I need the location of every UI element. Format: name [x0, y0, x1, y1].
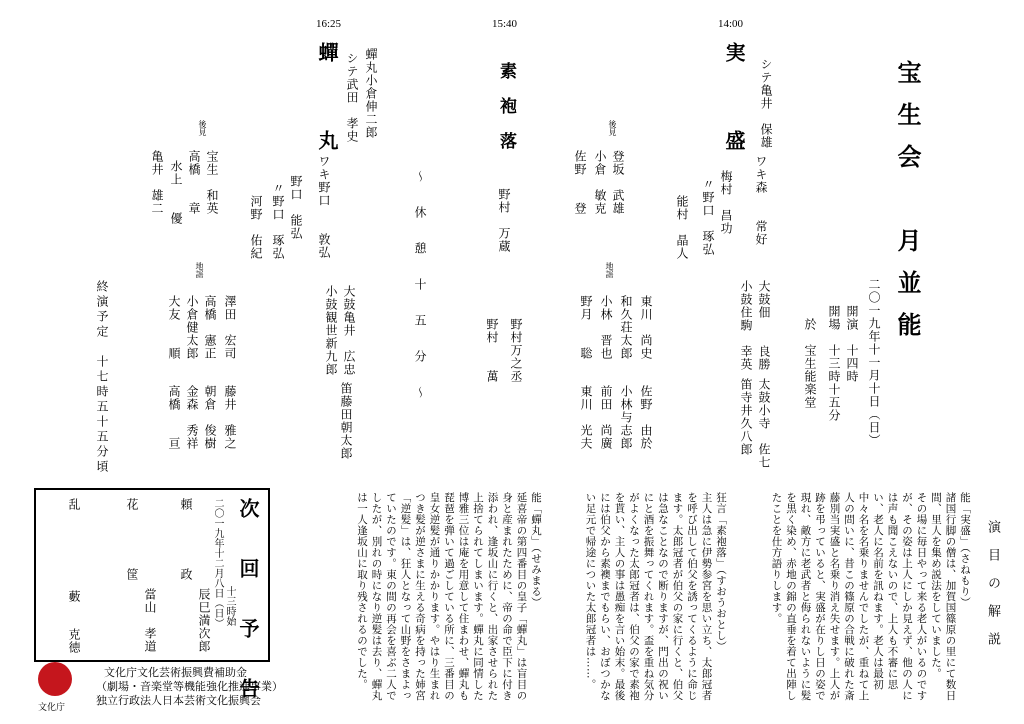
semimaru-heading: 能「蟬丸」（せみまる） — [530, 492, 542, 608]
jiutai-3b: 高橋 憲正 — [203, 295, 217, 360]
jiutai-3h: 高橋 亘 — [167, 385, 181, 450]
hayashi-1a: 大鼓佃 良勝 — [757, 280, 771, 371]
next-play-3: 乱 — [67, 498, 81, 511]
play-title-2: 素袍落 — [496, 62, 516, 167]
koken-1a: 登坂 武雄 — [611, 150, 625, 215]
jiutai-1a: 東川 尚史 — [639, 295, 653, 360]
jiutai-label-3: 地謡 — [195, 262, 204, 278]
jiutai-3e: 藤井 雅之 — [223, 385, 237, 450]
ai-3: 河野 佑紀 — [249, 195, 263, 260]
bunkacho-logo — [38, 662, 72, 696]
jiutai-1f: 小林与志郎 — [619, 385, 633, 450]
explanation-heading: 演 目 の 解 説 — [985, 520, 1000, 646]
next-play-3b: 藪 — [67, 590, 81, 603]
jiutai-1e: 佐野 由於 — [639, 385, 653, 450]
wakizure-1a: 梅村 昌功 — [719, 170, 733, 235]
hayashi-1d: 笛寺井久八郎 — [739, 378, 753, 456]
time-slot-2: 15:40 — [492, 18, 518, 30]
shite-3: シテ武田 孝史 — [345, 52, 359, 143]
suoootoshi-heading: 狂言「素袍落」（すおうおとし） — [715, 492, 727, 652]
venue: 於 宝生能楽堂 — [803, 318, 817, 409]
jiutai-label-1: 地謡 — [605, 262, 614, 278]
koken-3d: 亀井 雄二 — [150, 150, 164, 215]
next-play-2: 花 — [125, 498, 139, 511]
end-time: 終演予定 十七時五十五分頃 — [95, 280, 109, 475]
shite-2: 野村 万蔵 — [497, 188, 511, 253]
suoootoshi-body: 主人は急に伊勢参宮を思い立ち、太郎冠者を呼び出して伯父を誘ってくるように命じます。太郎冠者が伯父の家に行くと、伯父は急なことなので断りますが、門出の祝いにと酒を振舞ってくれます。盃を重ね気分がよくなった太郎冠者は、伯父の家で素袍を貰い、主人の事は愚痴を言い始末。最後には伯父から素襖までもらい、おぼつかない足元で帰途についた太郎冠者は……。 — [584, 492, 713, 701]
wakizure-1b: 〃野口 琢弘 — [701, 178, 715, 256]
hayashi-1c: 太鼓小寺 佐七 — [757, 378, 771, 469]
next-play-2b: 筐 — [125, 568, 139, 581]
jiutai-1h: 東川 光夫 — [579, 385, 593, 450]
waki-1: ワキ森 常好 — [754, 155, 768, 246]
semimaru-body: 延喜帝の第四番目の皇子「蟬丸」は盲目の身と産まれたために、帝の命で臣下に付き添われ、逢坂山に行くと、出家させられた上捨てられてしまいます。蟬丸に同情した博雅三位は庵を用意して住まわせ、蟬丸も琵琶を弾いて過ごしている所に、三番目の皇女逆髪が通りかかります。やはり生まれつき髪が逆さまに生える奇病を持った姉宮「逆髪」は、狂人となって山野をさまよっていたのです。東の間の再会を喜ぶ二人でしたが、別れの時になり逆髪は去り、蟬丸は一人逢坂山に取り残されるのでした。 — [356, 492, 528, 701]
koken-label-3: 後見 — [198, 120, 207, 136]
jiutai-3a: 澤田 宏司 — [223, 295, 237, 360]
koken-3a: 宝生 和英 — [205, 150, 219, 215]
time-slot-3: 16:25 — [316, 18, 342, 30]
suoootoshi-explanation — [558, 492, 728, 710]
wakizure-3a: 野口 能弘 — [289, 175, 303, 240]
sanemori-body-2: その場に毎日やって来る老人がいるのですが、その姿は上人にしか見えず、他の人には声も聞こえないので、上人も不審に思い、老人に名前を訊ねます。老人は最初中々名を名乗りませんでしたが、重ねて上人の問いに、昔この篠原の合戦に破れた斎藤別当実盛と名乗り消え失せます。上人が跡を弔っていると、実盛が在りし日の姿で現れ、敵方に老武者と侮られないように髪を黒く染め、赤地の錦の直垂を着て出陣したことを仕方語りします。 — [770, 492, 928, 701]
play-title-1: 実 盛 — [722, 42, 746, 174]
sponsor-line-3: 独立行政法人日本芸術文化振興会 — [96, 695, 261, 707]
jiutai-1d: 野月 聡 — [579, 295, 593, 360]
koken-3c: 水上 優 — [169, 160, 183, 225]
shite-1: シテ亀井 保雄 — [759, 58, 773, 149]
tsure-3: 蟬丸小倉伸二郎 — [364, 48, 378, 139]
koken-1c: 佐野 登 — [573, 150, 587, 215]
jiutai-1g: 前田 尚廣 — [599, 385, 613, 450]
bunkacho-logo-text: 文化庁 — [38, 702, 66, 712]
jiutai-3c: 小倉健太郎 — [185, 295, 199, 360]
ado-2b: 野村 萬 — [485, 318, 499, 383]
next-shite-2: 當山 孝道 — [143, 588, 157, 653]
time-slot-1: 14:00 — [718, 18, 744, 30]
waki-3: ワキ野口 敦弘 — [317, 155, 331, 259]
koken-label-1: 後見 — [608, 120, 617, 136]
sanemori-body: 諸国行脚の僧は、加賀国篠原の里にて数日間、里人を集め説法をしていました。 — [930, 492, 957, 701]
next-program-heading: 次 回 予 告 — [236, 498, 260, 708]
door-time: 開場 十三時十五分 — [827, 305, 841, 422]
jiutai-1b: 和久荘太郎 — [619, 295, 633, 360]
jiutai-1c: 小林 晋也 — [599, 295, 613, 360]
jiutai-3d: 大友 順 — [167, 295, 181, 360]
koken-3b: 高橋 章 — [187, 150, 201, 215]
next-play-1: 頼 — [179, 498, 193, 511]
ado-2a: 野村万之丞 — [509, 318, 523, 383]
hayashi-3c: 笛藤田朝太郎 — [339, 382, 353, 460]
sanemori-explanation — [740, 492, 972, 710]
page-title: 宝生会 月並能 — [893, 60, 922, 354]
semimaru-explanation — [303, 492, 543, 710]
hayashi-3a: 大鼓亀井 広忠 — [342, 285, 356, 376]
sanemori-heading: 能「実盛」（さねもり） — [959, 492, 971, 608]
next-play-1b: 政 — [179, 568, 193, 581]
open-time: 開演 十四時 — [845, 305, 859, 383]
sponsor-line-1: 文化庁文化芸術振興費補助金 — [104, 667, 247, 679]
hayashi-3b: 小鼓観世新九郎 — [324, 285, 338, 376]
next-program-date: 二〇一九年十二月八日（日） — [212, 498, 223, 628]
intermission: 〜 休 憩 十 五 分 〜 — [413, 170, 427, 404]
jiutai-3f: 朝倉 俊樹 — [203, 385, 217, 450]
next-program-time: 十三時始 — [224, 586, 235, 626]
jiutai-3g: 金森 秀祥 — [185, 385, 199, 450]
next-shite-1: 辰巳満次郎 — [197, 588, 211, 653]
next-shite-3: 克徳 — [67, 628, 81, 654]
sponsor-line-2: （劇場・音楽堂等機能強化推進事業） — [96, 681, 283, 693]
play-title-3: 蟬 丸 — [315, 42, 339, 174]
ai-1: 能村 晶人 — [675, 195, 689, 260]
hayashi-1b: 小鼓住駒 幸英 — [739, 280, 753, 371]
koken-1b: 小倉 敏克 — [593, 150, 607, 215]
wakizure-3b: 〃野口 琢弘 — [271, 182, 285, 260]
performance-date: 二〇一九年十一月十日（日） — [867, 278, 881, 447]
